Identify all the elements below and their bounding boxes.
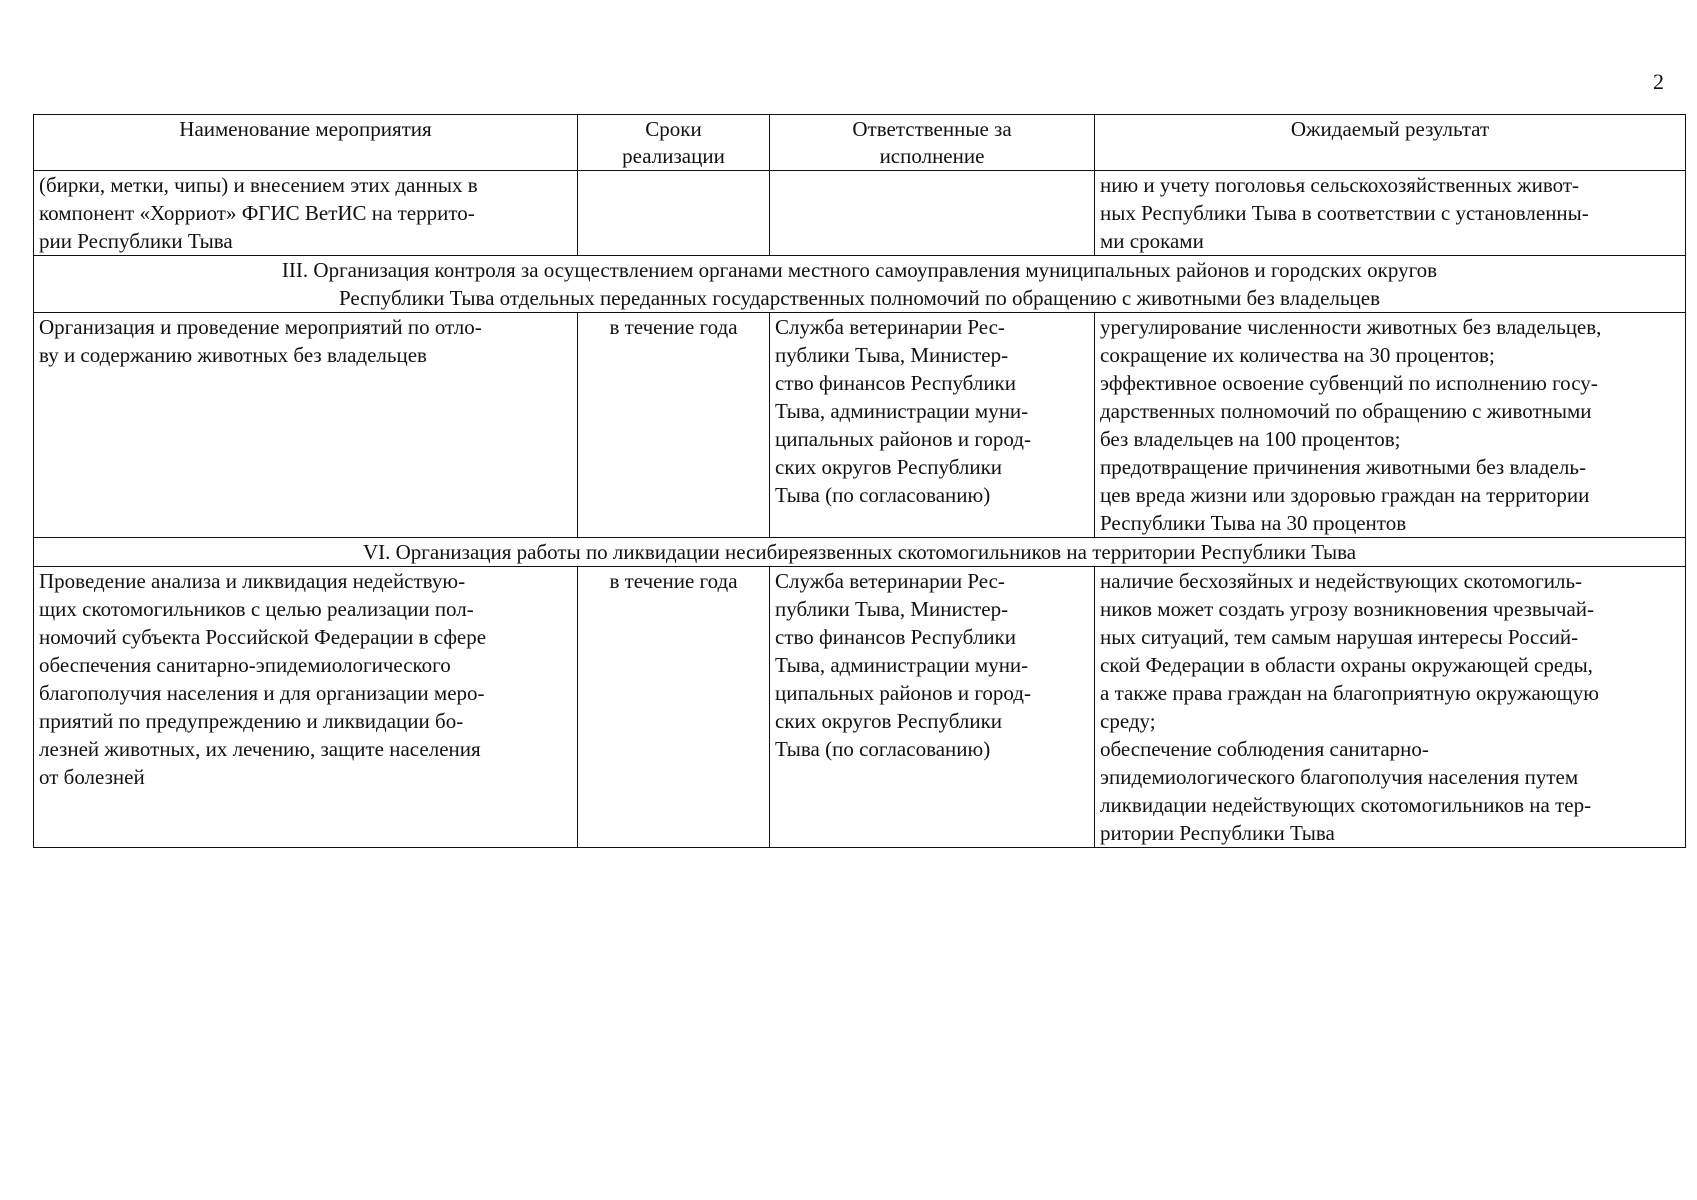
cell-measure: [34, 313, 578, 538]
section-title: [34, 538, 1686, 567]
text-line: ских округов Республики: [775, 455, 1003, 479]
text-line: обеспечение соблюдения санитарно-: [1100, 737, 1429, 761]
table-row: [34, 313, 1686, 538]
text-line: компонент «Хорриот» ФГИС ВетИС на террито-: [39, 201, 475, 225]
text-line: наличие бесхозяйных и недействующих скотомогиль-: [1100, 569, 1583, 593]
text-line: ных Республики Тыва в соответствии с установленны-: [1100, 201, 1589, 225]
cell-period: в течение года: [578, 313, 770, 538]
text-line: урегулирование численности животных без владельцев,: [1100, 315, 1602, 339]
table-row: [34, 567, 1686, 848]
text-line: ских округов Республики: [775, 709, 1003, 733]
text-line: цев вреда жизни или здоровью граждан на территории: [1100, 483, 1590, 507]
text-line: Тыва (по согласованию): [775, 737, 991, 761]
cell-result: [1095, 567, 1686, 848]
measures-table: [33, 114, 1686, 848]
header-measure: Наименование мероприятия: [34, 115, 578, 171]
header-period-line: Сроки: [645, 117, 702, 141]
cell-measure: [34, 567, 578, 848]
text-line: ников может создать угрозу возникновения чрезвычай-: [1100, 597, 1595, 621]
text-line: ритории Республики Тыва: [1100, 821, 1335, 845]
text-line: щих скотомогильников с целью реализации пол-: [39, 597, 474, 621]
text-line: (бирки, метки, чипы) и внесением этих данных в: [39, 173, 478, 197]
section-title-line: VI. Организация работы по ликвидации несибиреязвенных скотомогильников на территории Республики Тыва: [362, 540, 1357, 564]
text-line: лезней животных, их лечению, защите населения: [39, 737, 481, 761]
text-line: среду;: [1100, 709, 1156, 733]
text-line: ство финансов Республики: [775, 371, 1016, 395]
text-line: Служба ветеринарии Рес-: [775, 315, 1005, 339]
header-result: Ожидаемый результат: [1095, 115, 1686, 171]
page-number: 2: [1653, 69, 1664, 94]
table-header-row: [34, 115, 1686, 171]
cell-result: [1095, 171, 1686, 256]
text-line: эффективное освоение субвенций по исполнению госу-: [1100, 371, 1598, 395]
cell-responsible: [770, 567, 1095, 848]
section-title: [34, 256, 1686, 313]
cell-period: в течение года: [578, 567, 770, 848]
text-line: благополучия населения и для организации меро-: [39, 681, 485, 705]
text-line: ву и содержанию животных без владельцев: [39, 343, 427, 367]
text-line: рии Республики Тыва: [39, 229, 233, 253]
section-title-line: III. Организация контроля за осуществлением органами местного самоуправления муниципальных районов и городских округов: [281, 258, 1438, 282]
cell-responsible: [770, 171, 1095, 256]
text-line: приятий по предупреждению и ликвидации бо-: [39, 709, 464, 733]
cell-responsible: [770, 313, 1095, 538]
text-line: ципальных районов и город-: [775, 681, 1031, 705]
text-line: Тыва, администрации муни-: [775, 653, 1029, 677]
text-line: ской Федерации в области охраны окружающей среды,: [1100, 653, 1593, 677]
header-period: [578, 115, 770, 171]
text-line: Тыва (по согласованию): [775, 483, 991, 507]
section-row-3: [34, 256, 1686, 313]
text-line: нию и учету поголовья сельскохозяйственных живот-: [1100, 173, 1580, 197]
text-line: Республики Тыва на 30 процентов: [1100, 511, 1407, 535]
text-line: а также права граждан на благоприятную окружающую: [1100, 681, 1599, 705]
text-line: от болезней: [39, 765, 145, 789]
text-line: предотвращение причинения животными без владель-: [1100, 455, 1586, 479]
text-line: сокращение их количества на 30 процентов;: [1100, 343, 1495, 367]
text-line: публики Тыва, Министер-: [775, 343, 1009, 367]
text-line: ципальных районов и город-: [775, 427, 1031, 451]
cell-period: [578, 171, 770, 256]
text-line: ство финансов Республики: [775, 625, 1016, 649]
text-line: Служба ветеринарии Рес-: [775, 569, 1005, 593]
table-row-continued: [34, 171, 1686, 256]
text-line: публики Тыва, Министер-: [775, 597, 1009, 621]
text-line: ных ситуаций, тем самым нарушая интересы Россий-: [1100, 625, 1579, 649]
header-responsible-line: исполнение: [879, 144, 985, 168]
text-line: Тыва, администрации муни-: [775, 399, 1029, 423]
text-line: Проведение анализа и ликвидация недействую-: [39, 569, 466, 593]
text-line: эпидемиологического благополучия населения путем: [1100, 765, 1579, 789]
header-responsible: [770, 115, 1095, 171]
text-line: Организация и проведение мероприятий по отло-: [39, 315, 482, 339]
text-line: ликвидации недействующих скотомогильников на тер-: [1100, 793, 1592, 817]
text-line: без владельцев на 100 процентов;: [1100, 427, 1401, 451]
cell-result: [1095, 313, 1686, 538]
header-responsible-line: Ответственные за: [852, 117, 1012, 141]
header-period-line: реализации: [622, 144, 725, 168]
cell-measure: [34, 171, 578, 256]
text-line: номочий субъекта Российской Федерации в сфере: [39, 625, 487, 649]
text-line: дарственных полномочий по обращению с животными: [1100, 399, 1592, 423]
section-title-line: Республики Тыва отдельных переданных государственных полномочий по обращению с животными без владельцев: [338, 286, 1381, 310]
section-row-6: [34, 538, 1686, 567]
text-line: обеспечения санитарно-эпидемиологического: [39, 653, 451, 677]
text-line: ми сроками: [1100, 229, 1204, 253]
